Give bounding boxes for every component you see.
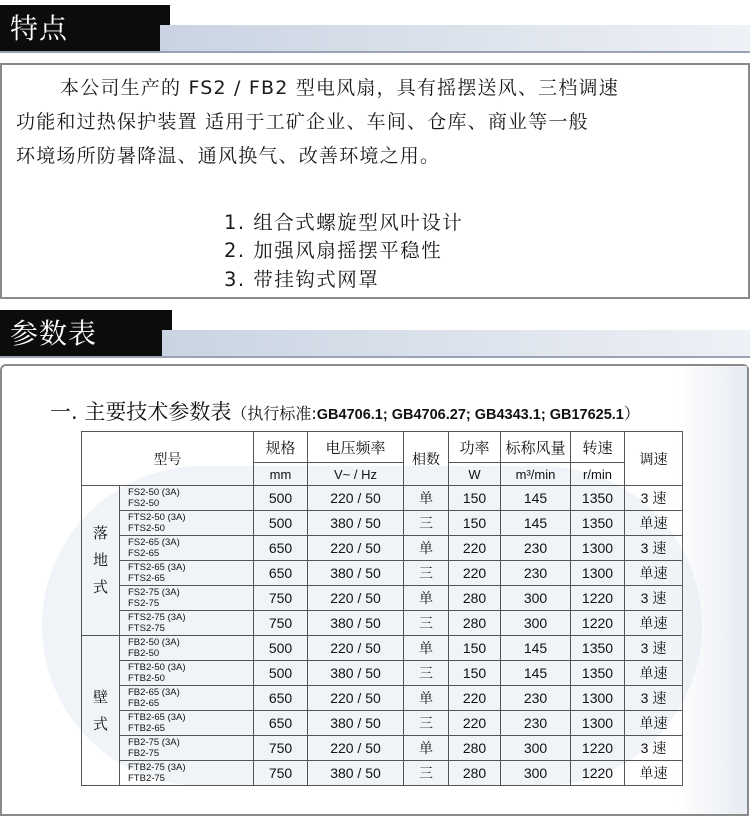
cell-voltage: 220 / 50 xyxy=(308,486,404,511)
cell-airflow: 300 xyxy=(501,586,571,611)
cell-spec: 750 xyxy=(254,761,308,786)
model-variant-3a: FTS2-65 (3A) xyxy=(128,562,186,573)
cell-voltage: 220 / 50 xyxy=(308,586,404,611)
cell-airflow: 145 xyxy=(501,636,571,661)
cell-phase: 三 xyxy=(404,711,449,736)
cell-model xyxy=(120,686,254,711)
cell-power: 280 xyxy=(449,586,501,611)
intro-line xyxy=(16,71,726,105)
cell-voltage: 380 / 50 xyxy=(308,511,404,536)
cell-speed: 1220 xyxy=(571,586,625,611)
model-variant: FB2-65 xyxy=(128,698,160,709)
model-variant: FTB2-65 xyxy=(128,723,165,734)
section-header-features xyxy=(0,5,750,53)
cell-power: 150 xyxy=(449,511,501,536)
cell-airflow: 300 xyxy=(501,611,571,636)
unit-power: W xyxy=(449,463,501,486)
table-title xyxy=(50,396,640,426)
cell-model xyxy=(120,611,254,636)
cell-spec: 650 xyxy=(254,561,308,586)
model-variant: FTS2-50 xyxy=(128,523,165,534)
cell-speed: 1350 xyxy=(571,511,625,536)
cell-model xyxy=(120,736,254,761)
model-variant: FS2-75 xyxy=(128,598,160,609)
cell-speed: 1350 xyxy=(571,661,625,686)
spec-table xyxy=(81,431,683,786)
table-row xyxy=(82,636,683,661)
cell-airflow: 300 xyxy=(501,761,571,786)
cell-speed: 1220 xyxy=(571,761,625,786)
cell-spec: 500 xyxy=(254,661,308,686)
cell-phase: 三 xyxy=(404,761,449,786)
model-variant: FTB2-75 xyxy=(128,773,165,784)
cell-spec: 650 xyxy=(254,686,308,711)
unit-spec: mm xyxy=(254,463,308,486)
group-label: 落 地 式 xyxy=(82,486,120,636)
cell-phase: 三 xyxy=(404,561,449,586)
header-rule xyxy=(0,51,750,53)
table-row xyxy=(82,661,683,686)
cell-voltage: 220 / 50 xyxy=(308,686,404,711)
table-row xyxy=(82,686,683,711)
cell-phase: 单 xyxy=(404,736,449,761)
model-variant-3a: FTB2-75 (3A) xyxy=(128,762,186,773)
intro-line-text: 本公司生产的 FS2 / FB2 型电风扇，具有摇摆送风、三档调速 xyxy=(60,77,619,99)
cell-spec: 500 xyxy=(254,511,308,536)
model-variant-3a: FB2-50 (3A) xyxy=(128,637,180,648)
cell-voltage: 380 / 50 xyxy=(308,611,404,636)
section-title-features: 特点 xyxy=(0,5,170,53)
model-variant-3a: FTB2-65 (3A) xyxy=(128,712,186,723)
feature-item: 1. 组合式螺旋型风叶设计 xyxy=(224,211,464,234)
cell-airflow: 230 xyxy=(501,711,571,736)
cell-spec: 750 xyxy=(254,586,308,611)
col-header-spec: 规格 xyxy=(254,432,308,463)
cell-spec: 750 xyxy=(254,611,308,636)
table-title-main: 一. 主要技术参数表 xyxy=(50,400,232,424)
cell-power: 220 xyxy=(449,686,501,711)
cell-regulation: 3 速 xyxy=(625,586,683,611)
model-variant-3a: FB2-65 (3A) xyxy=(128,687,180,698)
model-variant: FS2-65 xyxy=(128,548,160,559)
cell-regulation: 单速 xyxy=(625,711,683,736)
table-title-close: ） xyxy=(623,404,640,423)
model-variant-3a: FTB2-50 (3A) xyxy=(128,662,186,673)
model-variant-3a: FTS2-75 (3A) xyxy=(128,612,186,623)
panel-edge-gradient xyxy=(677,366,747,814)
unit-voltage: V~ / Hz xyxy=(308,463,404,486)
cell-regulation: 3 速 xyxy=(625,686,683,711)
header-gradient xyxy=(160,25,750,53)
cell-airflow: 300 xyxy=(501,736,571,761)
cell-phase: 单 xyxy=(404,636,449,661)
cell-model xyxy=(120,536,254,561)
cell-airflow: 230 xyxy=(501,561,571,586)
cell-airflow: 230 xyxy=(501,536,571,561)
cell-airflow: 145 xyxy=(501,661,571,686)
cell-spec: 650 xyxy=(254,711,308,736)
cell-voltage: 380 / 50 xyxy=(308,561,404,586)
intro-line: 环境场所防暑降温、通风换气、改善环境之用。 xyxy=(16,145,441,167)
cell-spec: 500 xyxy=(254,486,308,511)
model-variant: FB2-50 xyxy=(128,648,160,659)
features-panel xyxy=(0,63,750,299)
cell-regulation: 3 速 xyxy=(625,536,683,561)
cell-model xyxy=(120,561,254,586)
cell-model xyxy=(120,636,254,661)
header-gradient xyxy=(162,330,750,358)
intro-paragraph xyxy=(16,71,726,173)
model-variant: FB2-75 xyxy=(128,748,160,759)
table-row xyxy=(82,711,683,736)
cell-model xyxy=(120,761,254,786)
cell-regulation: 单速 xyxy=(625,761,683,786)
table-row xyxy=(82,511,683,536)
cell-phase: 单 xyxy=(404,686,449,711)
cell-power: 280 xyxy=(449,736,501,761)
cell-speed: 1300 xyxy=(571,686,625,711)
cell-phase: 三 xyxy=(404,511,449,536)
cell-speed: 1220 xyxy=(571,611,625,636)
table-header-row xyxy=(82,432,683,463)
intro-line: 功能和过热保护装置 适用于工矿企业、车间、仓库、商业等一般 xyxy=(16,111,589,133)
cell-speed: 1300 xyxy=(571,711,625,736)
cell-regulation: 3 速 xyxy=(625,486,683,511)
cell-voltage: 220 / 50 xyxy=(308,636,404,661)
cell-voltage: 380 / 50 xyxy=(308,761,404,786)
cell-regulation: 单速 xyxy=(625,661,683,686)
model-variant: FS2-50 xyxy=(128,498,160,509)
cell-voltage: 380 / 50 xyxy=(308,661,404,686)
params-panel xyxy=(0,364,749,816)
cell-power: 280 xyxy=(449,761,501,786)
table-row xyxy=(82,536,683,561)
table-row xyxy=(82,486,683,511)
cell-regulation: 3 速 xyxy=(625,736,683,761)
cell-regulation: 3 速 xyxy=(625,636,683,661)
cell-speed: 1220 xyxy=(571,736,625,761)
model-variant-3a: FS2-65 (3A) xyxy=(128,537,180,548)
cell-phase: 单 xyxy=(404,536,449,561)
cell-airflow: 230 xyxy=(501,686,571,711)
cell-speed: 1300 xyxy=(571,536,625,561)
cell-regulation: 单速 xyxy=(625,611,683,636)
section-header-params xyxy=(0,310,750,358)
col-header-regulation: 调速 xyxy=(625,432,683,486)
cell-speed: 1300 xyxy=(571,561,625,586)
cell-speed: 1350 xyxy=(571,636,625,661)
col-header-phase: 相数 xyxy=(404,432,449,486)
cell-spec: 750 xyxy=(254,736,308,761)
cell-model xyxy=(120,511,254,536)
feature-item: 2. 加强风扇摇摆平稳性 xyxy=(224,239,443,262)
cell-power: 220 xyxy=(449,711,501,736)
cell-phase: 三 xyxy=(404,661,449,686)
cell-model xyxy=(120,711,254,736)
model-variant-3a: FS2-75 (3A) xyxy=(128,587,180,598)
cell-airflow: 145 xyxy=(501,486,571,511)
cell-power: 150 xyxy=(449,636,501,661)
header-rule xyxy=(0,356,750,358)
cell-power: 280 xyxy=(449,611,501,636)
cell-speed: 1350 xyxy=(571,486,625,511)
cell-power: 150 xyxy=(449,486,501,511)
cell-phase: 单 xyxy=(404,486,449,511)
cell-model xyxy=(120,661,254,686)
model-variant-3a: FB2-75 (3A) xyxy=(128,737,180,748)
table-title-standards: GB4706.1; GB4706.27; GB4343.1; GB17625.1 xyxy=(316,407,624,423)
col-header-model: 型号 xyxy=(82,432,254,486)
col-header-speed: 转速 xyxy=(571,432,625,463)
model-variant-3a: FTS2-50 (3A) xyxy=(128,512,186,523)
col-header-airflow: 标称风量 xyxy=(501,432,571,463)
cell-power: 220 xyxy=(449,536,501,561)
cell-power: 220 xyxy=(449,561,501,586)
cell-phase: 单 xyxy=(404,586,449,611)
unit-airflow: m³/min xyxy=(501,463,571,486)
table-row xyxy=(82,561,683,586)
cell-spec: 650 xyxy=(254,536,308,561)
cell-model xyxy=(120,586,254,611)
model-variant: FTB2-50 xyxy=(128,673,165,684)
cell-power: 150 xyxy=(449,661,501,686)
model-variant: FTS2-75 xyxy=(128,623,165,634)
section-title-params: 参数表 xyxy=(0,310,172,358)
cell-spec: 500 xyxy=(254,636,308,661)
cell-voltage: 380 / 50 xyxy=(308,711,404,736)
feature-item: 3. 带挂钩式网罩 xyxy=(224,268,380,291)
table-row xyxy=(82,761,683,786)
cell-voltage: 220 / 50 xyxy=(308,536,404,561)
table-row xyxy=(82,611,683,636)
cell-regulation: 单速 xyxy=(625,561,683,586)
col-header-power: 功率 xyxy=(449,432,501,463)
col-header-voltage: 电压频率 xyxy=(308,432,404,463)
cell-regulation: 单速 xyxy=(625,511,683,536)
group-label: 壁 式 xyxy=(82,636,120,786)
cell-airflow: 145 xyxy=(501,511,571,536)
model-variant-3a: FS2-50 (3A) xyxy=(128,487,180,498)
cell-phase: 三 xyxy=(404,611,449,636)
table-row xyxy=(82,586,683,611)
table-row xyxy=(82,736,683,761)
table-title-open: （执行标准: xyxy=(231,404,317,423)
unit-speed: r/min xyxy=(571,463,625,486)
model-variant: FTS2-65 xyxy=(128,573,165,584)
cell-model xyxy=(120,486,254,511)
cell-voltage: 220 / 50 xyxy=(308,736,404,761)
